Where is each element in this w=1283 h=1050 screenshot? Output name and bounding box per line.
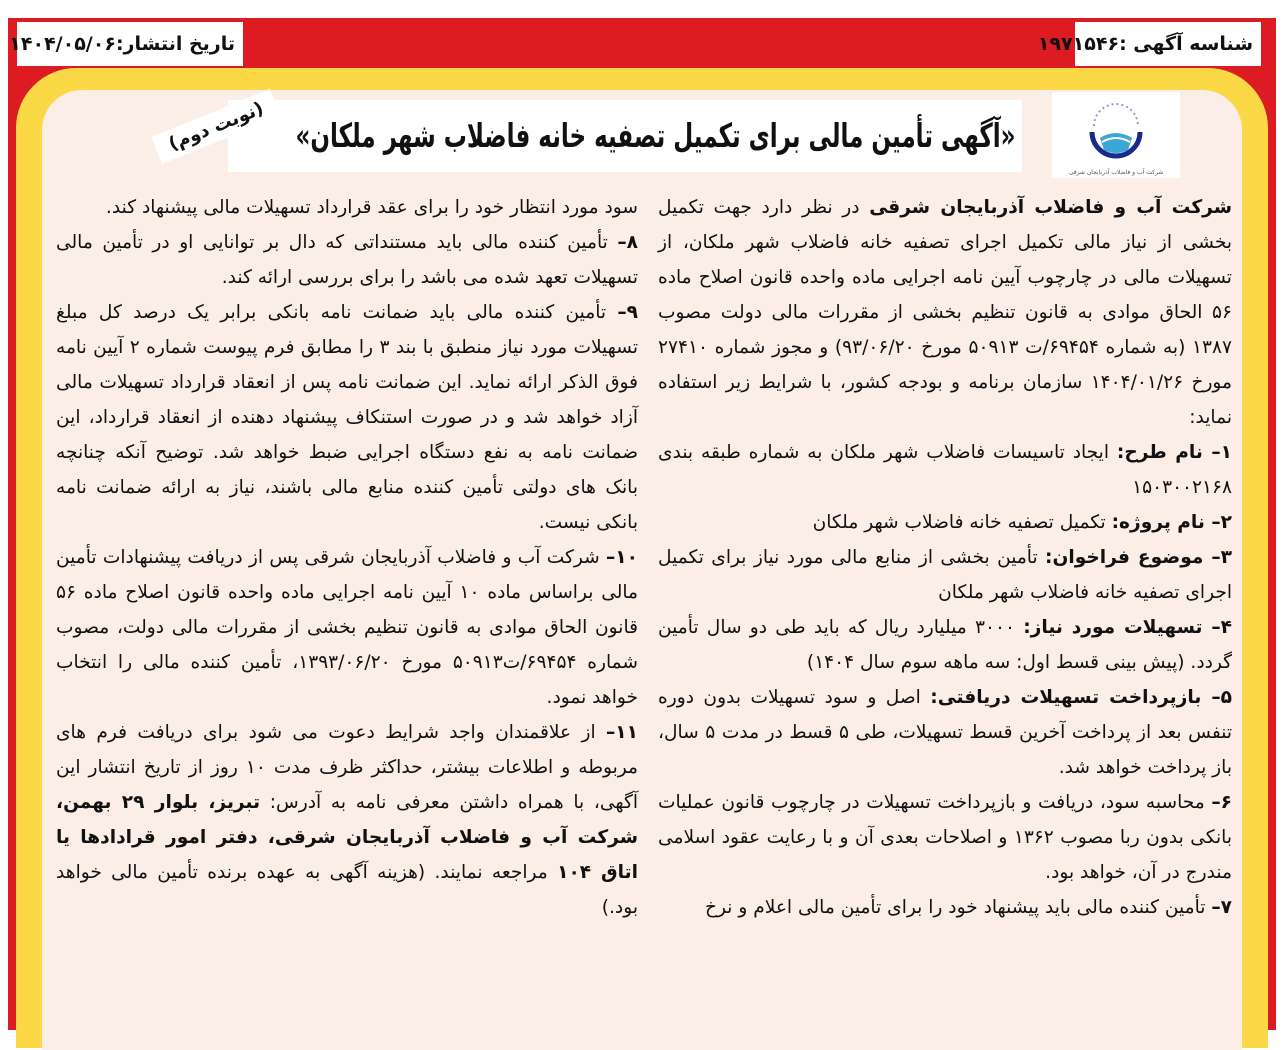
bold-text: ۱۰– <box>606 547 638 568</box>
bold-text: ۱۱– <box>606 722 638 743</box>
water-drop-logo-icon <box>1082 98 1150 166</box>
text: سود مورد انتظار خود را برای عقد قرارداد تسهیلات مالی پیشنهاد کند. <box>105 197 638 218</box>
round-badge: (نوبت دوم) <box>151 89 281 164</box>
text: تکمیل تصفیه خانه فاضلاب شهر ملکان <box>812 512 1112 533</box>
text: مراجعه نمایند. (هزینه آگهی به عهده برنده تأمین مالی خواهد بود.) <box>56 862 638 918</box>
text: اصل و سود تسهیلات بدون دوره تنفس بعد از پرداخت آخرین قسط تسهیلات، طی ۵ قسط در مدت ۵ سال، باز پرداخت خواهد شد. <box>658 687 1233 778</box>
text: از علاقمندان واجد شرایط دعوت می شود برای دریافت فرم های مربوطه و اطلاعات بیشتر، حداکثر ظرف مدت ۱۰ روز از تاریخ انتشار این آگهی، با همراه داشتن معرفی نامه به آدرس: <box>56 722 638 813</box>
paragraph <box>658 190 1232 435</box>
ad-id: شناسه آگهی :۱۹۷۱۵۴۶ <box>1075 22 1261 66</box>
bold-text: ۱– نام طرح: <box>1116 442 1232 463</box>
text: تأمین بخشی از منابع مالی مورد نیاز برای تکمیل اجرای تصفیه خانه فاضلاب شهر ملکان <box>658 547 1232 603</box>
logo-caption: شرکت آب و فاضلاب آذربایجان شرقی <box>1068 169 1164 176</box>
left-column <box>56 190 638 925</box>
bold-text: ۴– تسهیلات مورد نیاز: <box>1023 617 1232 638</box>
paragraph <box>56 190 638 225</box>
paragraph <box>658 680 1232 785</box>
bold-text: ۸– <box>617 232 638 253</box>
bold-text: ۶– <box>1211 792 1232 813</box>
publish-date: تاریخ انتشار:۱۴۰۴/۰۵/۰۶ <box>17 22 243 66</box>
paragraph <box>56 295 638 540</box>
paragraph <box>658 610 1232 680</box>
text: محاسبه سود، دریافت و بازپرداخت تسهیلات در چارچوب قانون عملیات بانکی بدون ربا مصوب ۱۳۶۲ و اصلاحات بعدی آن و با رعایت عقود اسلامی مندرج در آن، خواهد بود. <box>658 792 1232 883</box>
text: در نظر دارد جهت تکمیل بخشی از نیاز مالی تکمیل اجرای تصفیه خانه فاضلاب شهر ملکان، از تسهیلات مالی در چارچوب آیین نامه اجرایی ماده واحده قانون اصلاح ماده ۵۶ الحاق موادی به قانون تنظیم بخشی از مقررات مالی دولت مصوب ۱۳۸۷ (به شماره ۶۹۴۵۴/ت ۵۰۹۱۳ مورخ ۹۳/۰۶/۲۰) و مجوز شماره ۲۷۴۱۰ مورخ ۱۴۰۴/۰۱/۲۶ سازمان برنامه و بودجه کشور، با شرایط زیر استفاده نماید: <box>658 197 1232 428</box>
paragraph <box>56 715 638 925</box>
paragraph <box>658 540 1232 610</box>
paragraph <box>658 785 1232 890</box>
ad-title: «آگهی تأمین مالی برای تکمیل تصفیه خانه فاضلاب شهر ملکان» <box>295 116 1016 155</box>
bold-text: شرکت آب و فاضلاب آذربایجان شرقی <box>869 197 1232 218</box>
paragraph <box>658 435 1232 505</box>
paragraph <box>658 890 1232 925</box>
bold-text: تبریز، بلوار ۲۹ بهمن، شرکت آب و فاضلاب آذربایجان شرقی، دفتر امور قرادادها یا اتاق ۱۰۴ <box>56 792 639 883</box>
paragraph <box>56 540 638 715</box>
text: ۳۰۰۰ میلیارد ریال که باید طی دو سال تأمین گردد. (پیش بینی قسط اول: سه ماهه سوم سال ۱۴۰۴) <box>658 617 1232 673</box>
bold-text: ۹– <box>617 302 638 323</box>
bold-text: ۲– نام پروژه: <box>1111 512 1232 533</box>
bold-text: ۳– موضوع فراخوان: <box>1045 547 1232 568</box>
paragraph <box>658 505 1232 540</box>
text: ایجاد تاسیسات فاضلاب شهر ملکان به شماره طبقه بندی ۱۵۰۳۰۰۲۱۶۸ <box>658 442 1232 498</box>
ad-title-wrap <box>296 108 1016 164</box>
company-logo <box>1052 92 1180 178</box>
bold-text: ۷– <box>1211 897 1232 918</box>
text: تأمین کننده مالی باید مستنداتی که دال بر توانایی او در تأمین مالی تسهیلات تعهد شده می باشد را برای بررسی ارائه کند. <box>56 232 638 288</box>
text: تأمین کننده مالی باید ضمانت نامه بانکی برابر یک درصد کل مبلغ تسهیلات مورد نیاز منطبق با بند ۳ را مطابق فرم پیوست شماره ۲ آیین نامه فوق الذکر ارائه نماید. این ضمانت نامه پس از انعقاد قرارداد تسهیلات مالی آزاد خواهد شد و در صورت استنکاف پیشنهاد دهنده از انعقاد قرارداد، این ضمانت نامه به نفع دستگاه اجرایی ضبط خواهد شد. توضیح آنکه چنانچه بانک های دولتی تأمین کننده منابع مالی باشند، نیاز به ارائه ضمانت نامه بانکی نیست. <box>56 302 638 533</box>
text: تأمین کننده مالی باید پیشنهاد خود را برای تأمین مالی اعلام و نرخ <box>704 897 1212 918</box>
bold-text: ۵– بازپرداخت تسهیلات دریافتی: <box>930 687 1232 708</box>
text: شرکت آب و فاضلاب آذربایجان شرقی پس از دریافت پیشنهادات تأمین مالی براساس ماده ۱۰ آیین نامه اجرایی ماده واحده قانون اصلاح ماده ۵۶ قانون الحاق موادی به قانون تنظیم بخشی از مقررات مالی دولت، مصوب شماره ۶۹۴۵۴/ت۵۰۹۱۳ مورخ ۱۳۹۳/۰۶/۲۰، تأمین کننده مالی را انتخاب خواهد نمود. <box>56 547 638 708</box>
paragraph <box>56 225 638 295</box>
right-column <box>658 190 1232 925</box>
